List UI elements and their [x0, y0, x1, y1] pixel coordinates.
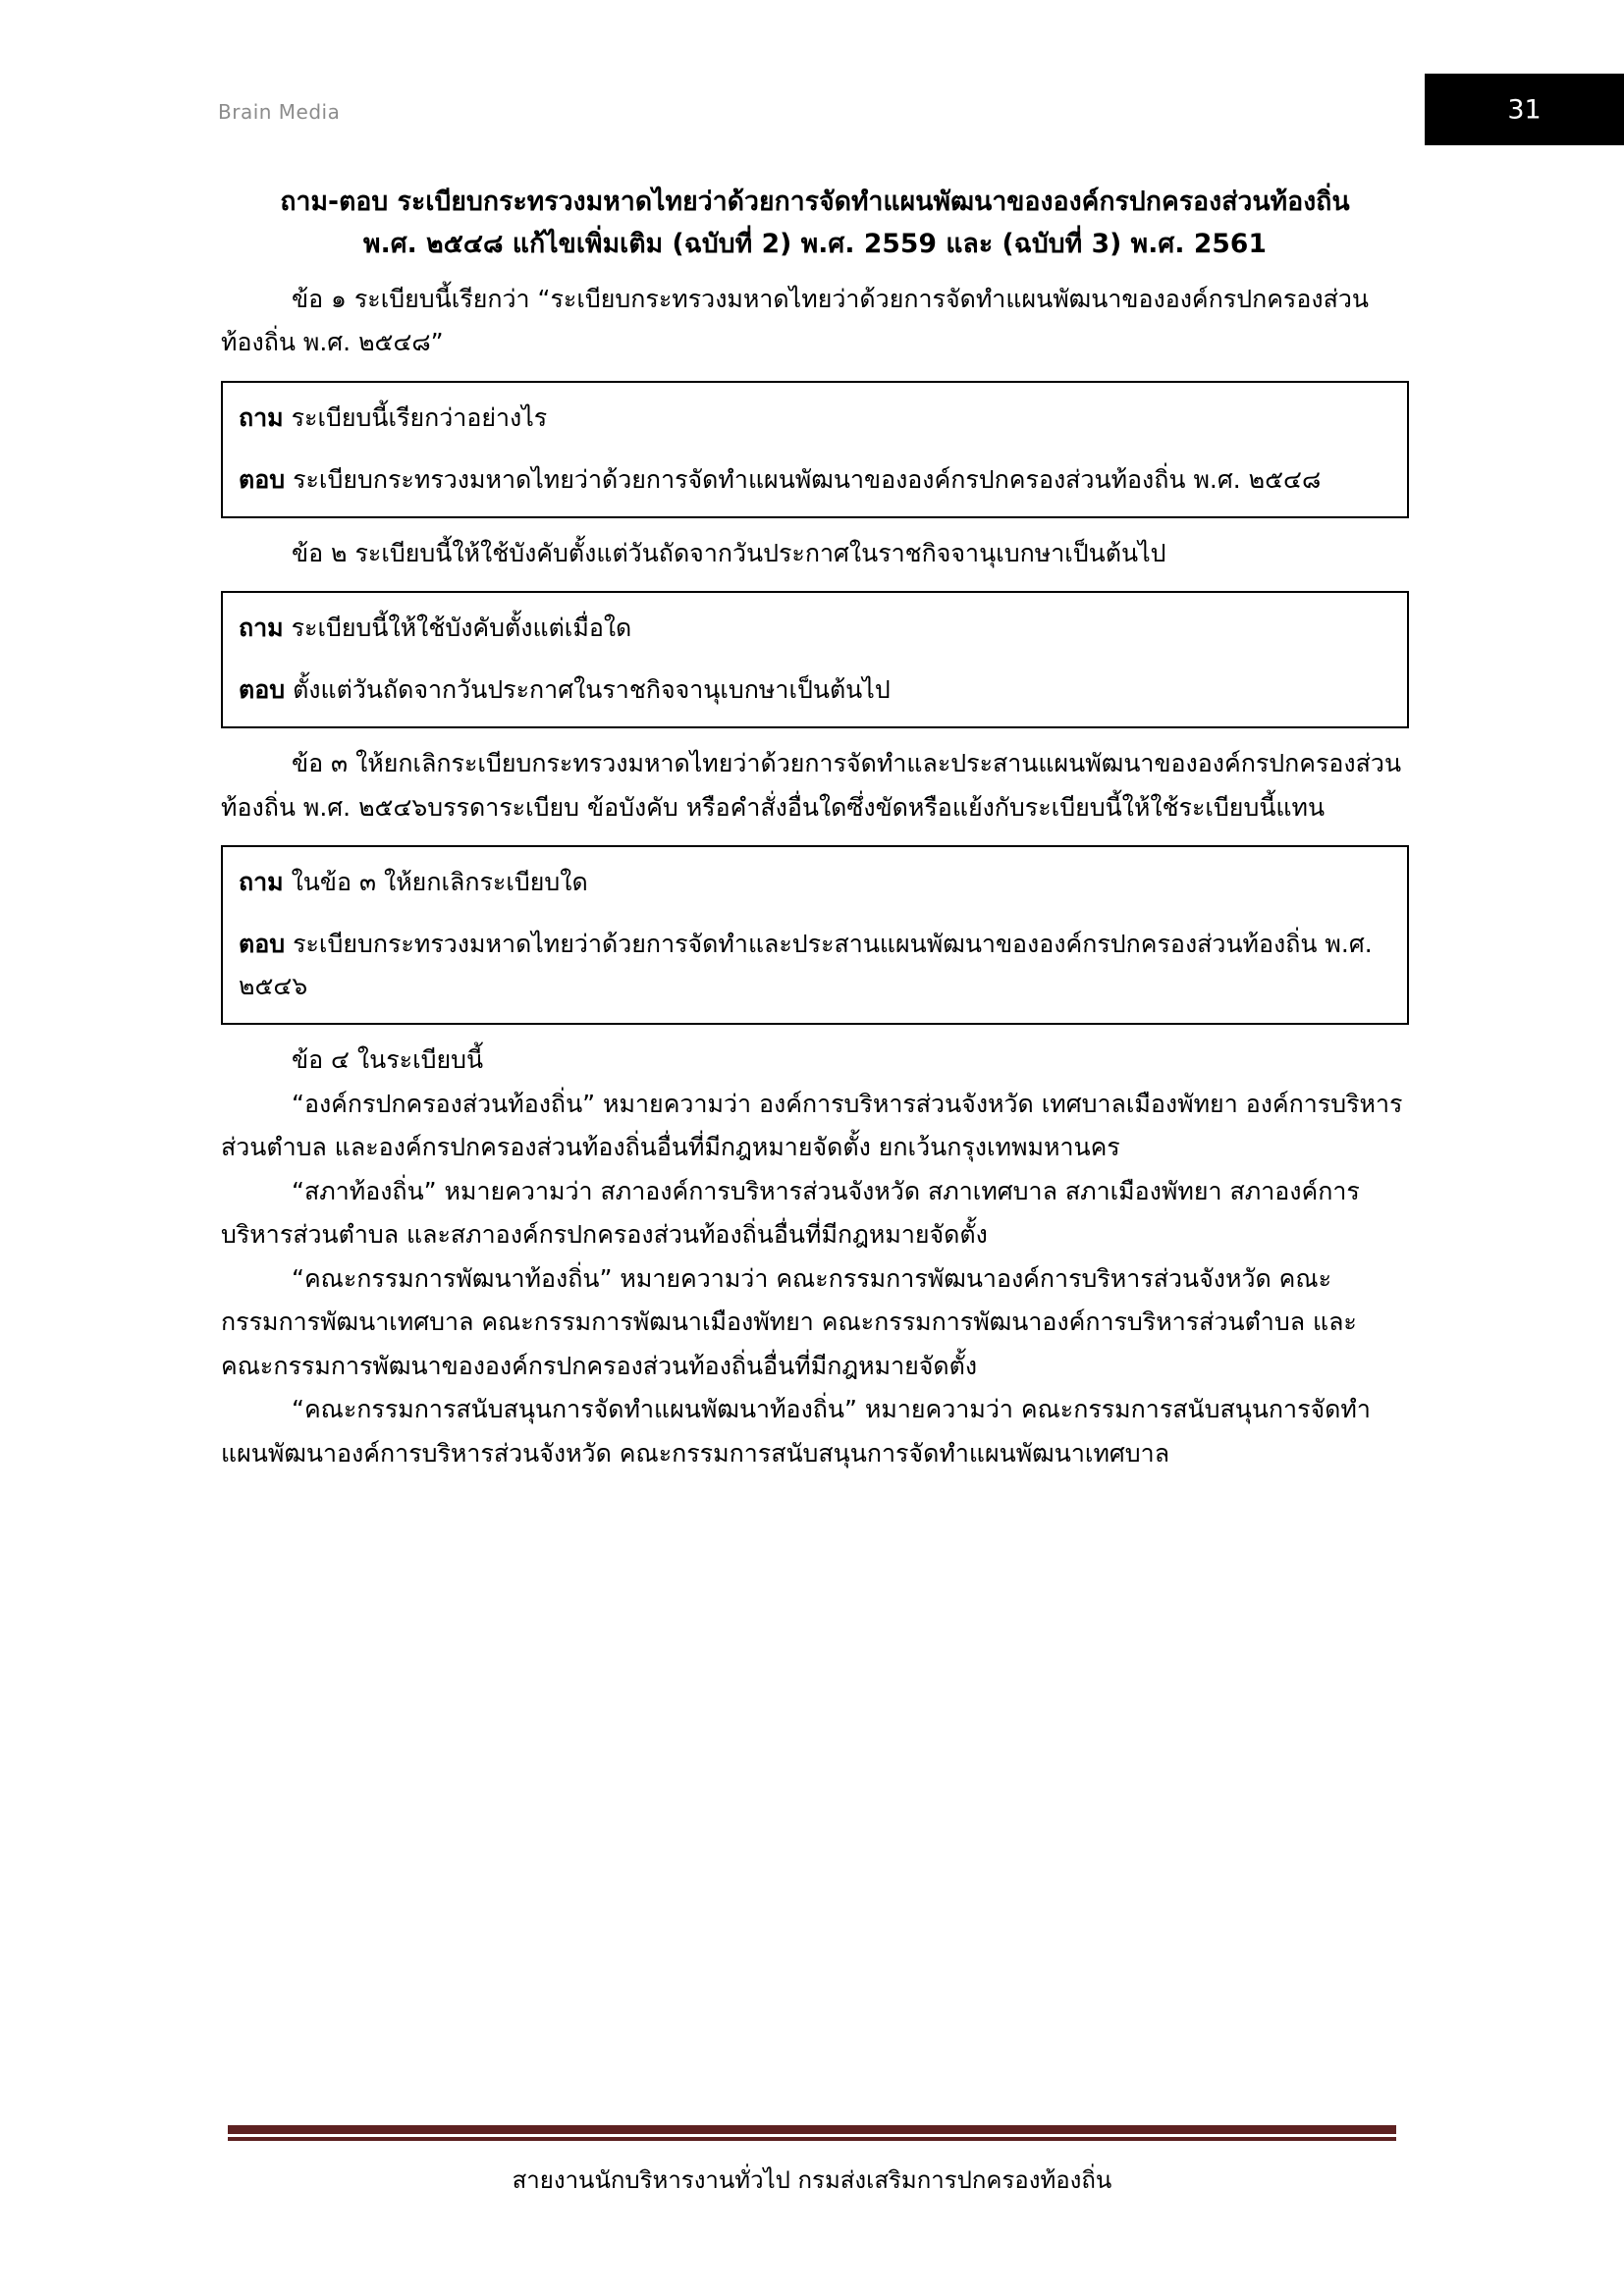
document-content — [221, 182, 1409, 1475]
clause-4-paragraph: ข้อ ๔ ในระเบียบนี้ — [292, 1045, 484, 1075]
clause-1-paragraph: ข้อ ๑ ระเบียบนี้เรียกว่า “ระเบียบกระทรวงมหาดไทยว่าด้วยการจัดทำแผนพัฒนาขององค์กรปกครองส่วนท้องถิ่น พ.ศ. ๒๕๔๘” — [221, 284, 1369, 357]
answer-label: ตอบ — [239, 675, 286, 705]
question-label: ถาม — [239, 402, 284, 432]
title-line-2: พ.ศ. ๒๕๔๘ แก้ไขเพิ่มเติม (ฉบับที่ 2) พ.ศ. 2559 และ (ฉบับที่ 3) พ.ศ. 2561 — [363, 228, 1267, 259]
footer-text: สายงานนักบริหารงานทั่วไป กรมส่งเสริมการปกครองท้องถิ่น — [512, 2166, 1112, 2194]
answer-label: ตอบ — [239, 464, 286, 494]
page-title — [221, 182, 1409, 266]
definition-2: “สภาท้องถิ่น” หมายความว่า สภาองค์การบริหารส่วนจังหวัด สภาเทศบาล สภาเมืองพัทยา สภาองค์การบริหารส่วนตำบล และสภาองค์กรปกครองส่วนท้องถิ่นอื่นที่มีกฎหมายจัดตั้ง — [221, 1176, 1360, 1250]
qa-answer-3 — [239, 923, 1391, 1007]
qa-answer-2 — [239, 668, 1391, 711]
running-head: Brain Media — [218, 100, 341, 124]
qa-question-2 — [239, 607, 1391, 649]
question-text: ในข้อ ๓ ให้ยกเลิกระเบียบใด — [283, 868, 588, 897]
qa-box-3 — [221, 845, 1409, 1025]
answer-text: ระเบียบกระทรวงมหาดไทยว่าด้วยการจัดทำและประสานแผนพัฒนาขององค์กรปกครองส่วนท้องถิ่น พ.ศ. ๒๕๔๖ — [239, 930, 1373, 1001]
definition-3: “คณะกรรมการพัฒนาท้องถิ่น” หมายความว่า คณะกรรมการพัฒนาองค์การบริหารส่วนจังหวัด คณะกรรมการพัฒนาเทศบาล คณะกรรมการพัฒนาเมืองพัทยา คณะกรรมการพัฒนาองค์การบริหารส่วนตำบล และคณะกรรมการพัฒนาขององค์กรปกครองส่วนท้องถิ่นอื่นที่มีกฎหมายจัดตั้ง — [221, 1263, 1357, 1380]
footer-rule-thin — [228, 2137, 1396, 2141]
page-number-badge — [1425, 74, 1624, 145]
question-text: ระเบียบนี้ให้ใช้บังคับตั้งแต่เมื่อใด — [283, 614, 632, 643]
qa-box-2 — [221, 591, 1409, 728]
footer-divider — [228, 2125, 1396, 2141]
answer-text: ระเบียบกระทรวงมหาดไทยว่าด้วยการจัดทำแผนพัฒนาขององค์กรปกครองส่วนท้องถิ่น พ.ศ. ๒๕๔๘ — [285, 464, 1322, 494]
clause-3-paragraph: ข้อ ๓ ให้ยกเลิกระเบียบกระทรวงมหาดไทยว่าด้วยการจัดทำและประสานแผนพัฒนาขององค์กรปกครองส่วนท้องถิ่น พ.ศ. ๒๕๔๖บรรดาระเบียบ ข้อบังคับ หรือคำสั่งอื่นใดซึ่งขัดหรือแย้งกับระเบียบนี้ให้ใช้ระเบียบนี้แทน — [221, 749, 1402, 822]
answer-label: ตอบ — [239, 930, 286, 959]
question-text: ระเบียบนี้เรียกว่าอย่างไร — [283, 402, 548, 432]
definition-1: “องค์กรปกครองส่วนท้องถิ่น” หมายความว่า องค์การบริหารส่วนจังหวัด เทศบาลเมืองพัทยา องค์การบริหารส่วนตำบล และองค์กรปกครองส่วนท้องถิ่นอื่นที่มีกฎหมายจัดตั้ง ยกเว้นกรุงเทพมหานคร — [221, 1089, 1403, 1162]
definition-4: “คณะกรรมการสนับสนุนการจัดทำแผนพัฒนาท้องถิ่น” หมายความว่า คณะกรรมการสนับสนุนการจัดทำแผนพัฒนาองค์การบริหารส่วนจังหวัด คณะกรรมการสนับสนุนการจัดทำแผนพัฒนาเทศบาล — [221, 1395, 1371, 1468]
qa-box-1 — [221, 381, 1409, 518]
footer-rule-thick — [228, 2125, 1396, 2134]
answer-text: ตั้งแต่วันถัดจากวันประกาศในราชกิจจานุเบกษาเป็นต้นไป — [285, 675, 891, 705]
qa-answer-1 — [239, 458, 1391, 501]
qa-question-1 — [239, 397, 1391, 439]
page-number: 31 — [1507, 94, 1542, 125]
qa-question-3 — [239, 861, 1391, 903]
clause-2-paragraph: ข้อ ๒ ระเบียบนี้ให้ใช้บังคับตั้งแต่วันถัดจากวันประกาศในราชกิจจานุเบกษาเป็นต้นไป — [292, 538, 1166, 567]
title-line-1: ถาม-ตอบ ระเบียบกระทรวงมหาดไทยว่าด้วยการจัดทำแผนพัฒนาขององค์กรปกครองส่วนท้องถิ่น — [280, 187, 1350, 217]
question-label: ถาม — [239, 868, 284, 897]
question-label: ถาม — [239, 614, 284, 643]
